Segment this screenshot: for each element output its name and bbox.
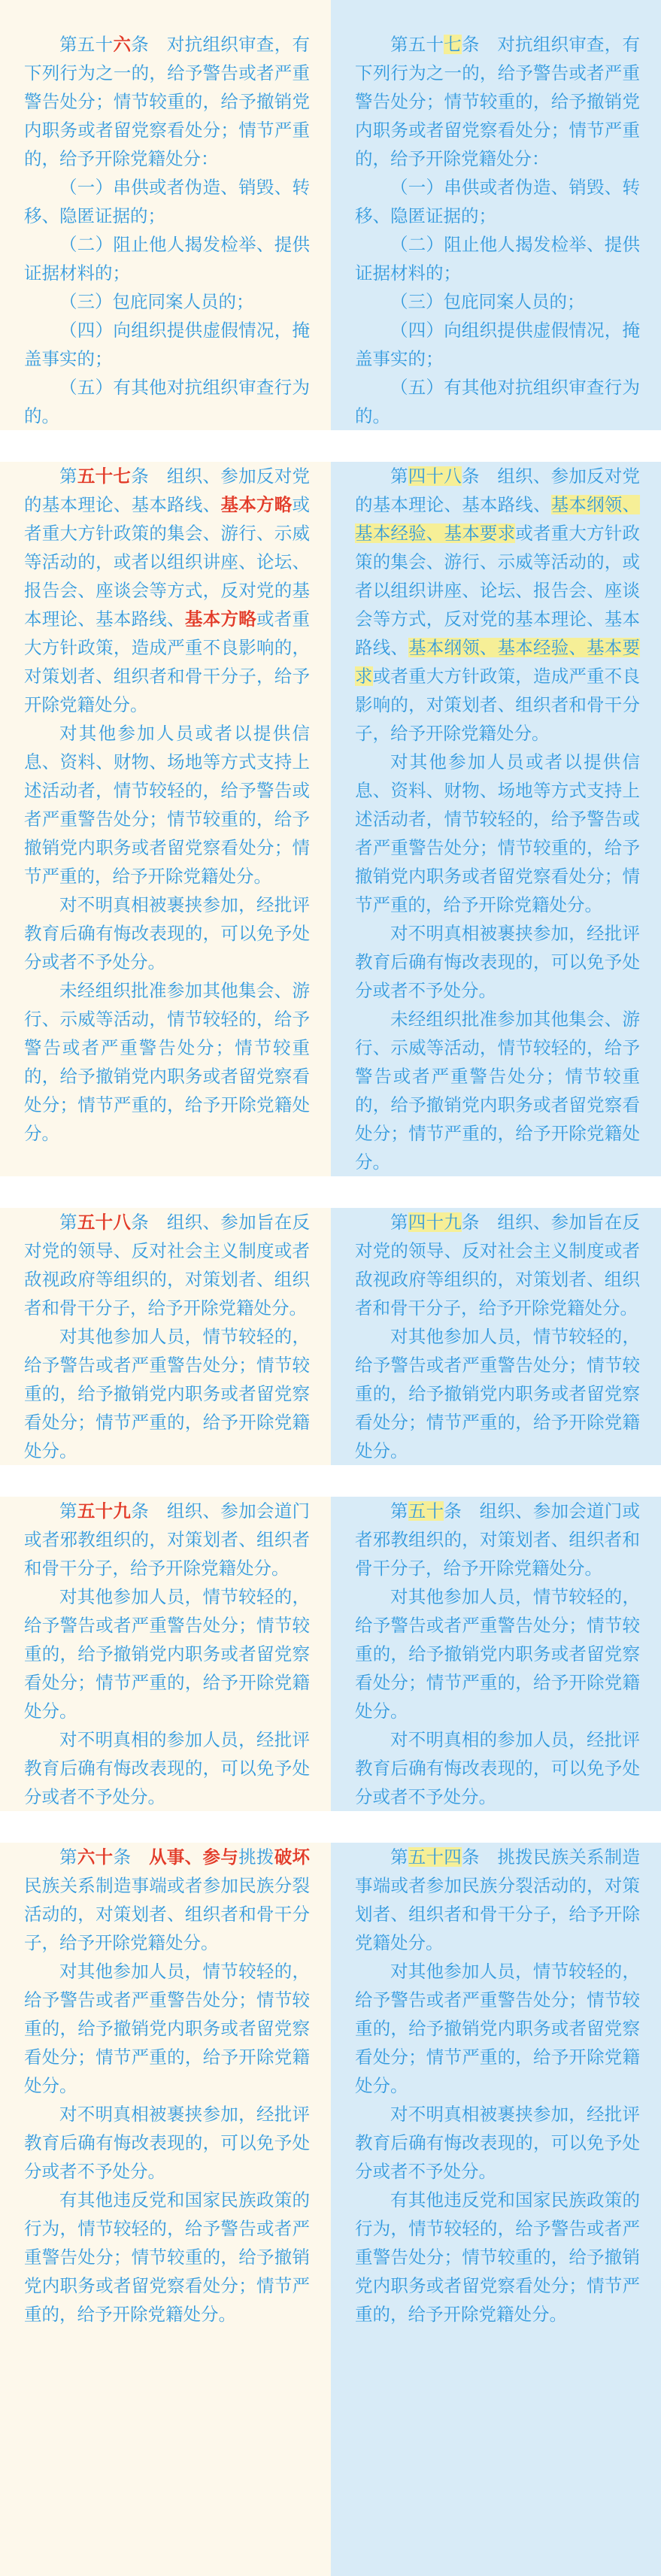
text-run: 对其他参加人员，情节较轻的，给予警告或者严重警告处分；情节较重的，给予撤销党内职务或者留党察看处分；情节严重的，给予开除党籍处分。 [24, 1327, 310, 1461]
text-run: 对不明真相被裹挟参加，经批评教育后确有悔改表现的，可以免予处分或者不予处分。 [24, 895, 310, 972]
text-run: 对其他参加人员，情节较轻的，给予警告或者严重警告处分；情节较重的，给予撤销党内职务或者留党察看处分；情节严重的，给予开除党籍处分。 [355, 1962, 640, 2095]
text-run: 有其他违反党和国家民族政策的行为，情节较轻的，给予警告或者严重警告处分；情节较重的，给予撤销党内职务或者留党察看处分；情节严重的，给予开除党籍处分。 [355, 2190, 640, 2324]
text-run: 第 [59, 466, 77, 486]
text-run: 挑拨民族关系制造事端或者参加民族分裂活动的，对策划者、组织者和骨干分子，给予开除党籍处分。 [355, 1847, 641, 1952]
revision-added-text: 破坏 [274, 1847, 311, 1867]
text-run: 第 [390, 466, 408, 486]
text-run: 对抗组织审查，有下列行为之一的，给予警告或者严重警告处分；情节较重的，给予撤销党内职务或者留党察看处分；情节严重的，给予开除党籍处分： [355, 35, 641, 168]
right-column-section-4 [331, 1497, 661, 1811]
paragraph [24, 287, 310, 316]
text-run: 第 [390, 1847, 408, 1867]
text-run: 第 [390, 1501, 408, 1521]
paragraph [355, 748, 640, 919]
text-run: 组织、参加会道门或者邪教组织的，对策划者、组织者和骨干分子，给予开除党籍处分。 [355, 1501, 641, 1578]
paragraph [355, 1725, 640, 1811]
paragraph [355, 30, 640, 173]
paragraph [355, 173, 640, 230]
revision-added-text: 六十 [77, 1847, 114, 1867]
revision-added-text: 六 [113, 35, 132, 54]
text-run: 条 [131, 466, 167, 486]
revision-added-text: 基本方略 [220, 495, 293, 514]
left-column-section-3 [0, 1208, 331, 1465]
text-run: 或者重大方针政策的集会、游行、示威等活动的，或者以组织讲座、论坛、报告会、座谈会等方式，反对党的基本理论、基本路线、 [24, 495, 311, 629]
text-run: 未经组织批准参加其他集会、游行、示威等活动，情节较轻的，给予警告或者严重警告处分；情节较重的，给予撤销党内职务或者留党察看处分；情节严重的，给予开除党籍处分。 [355, 1009, 640, 1172]
revision-highlight-text: 五十四 [408, 1847, 462, 1867]
text-run: 挑拨 [238, 1847, 274, 1867]
text-run: 或者重大方针政策，造成严重不良影响的，对策划者、组织者和骨干分子，给予开除党籍处分。 [24, 609, 311, 715]
paragraph [24, 30, 310, 173]
revision-added-text: 五十七 [77, 466, 132, 486]
paragraph [24, 891, 310, 976]
paragraph [24, 1582, 310, 1725]
text-run: 组织、参加旨在反对党的领导、反对社会主义制度或者敌视政府等组织的，对策划者、组织者和骨干分子，给予开除党籍处分。 [24, 1212, 311, 1318]
revision-added-text: 五十九 [77, 1501, 132, 1521]
revision-added-text: 五十八 [77, 1212, 132, 1232]
revision-highlight-text: 五十 [408, 1501, 444, 1521]
text-run: 条 [461, 1847, 498, 1867]
revision-highlight-text: 基本纲领、基本经验、基本要求 [355, 495, 641, 543]
text-run: 条 [461, 35, 498, 54]
text-run: 第 [59, 1501, 77, 1521]
paragraph [355, 1843, 640, 1957]
right-column-section-5 [331, 1843, 661, 2576]
paragraph [24, 1725, 310, 1811]
text-run: 或者重大方针政策的集会、游行、示威等活动的，或者以组织讲座、论坛、报告会、座谈会等方式，反对党的基本理论、基本路线、 [355, 523, 641, 657]
text-run: 对其他参加人员，情节较轻的，给予警告或者严重警告处分；情节较重的，给予撤销党内职务或者留党察看处分；情节严重的，给予开除党籍处分。 [24, 1587, 310, 1721]
text-run: 未经组织批准参加其他集会、游行、示威等活动，情节较轻的，给予警告或者严重警告处分；情节较重的，给予撤销党内职务或者留党察看处分；情节严重的，给予开除党籍处分。 [24, 981, 310, 1143]
paragraph [24, 2100, 310, 2186]
text-run: （二）阻止他人揭发检举、提供证据材料的； [24, 235, 310, 283]
text-run: 对不明真相被裹挟参加，经批评教育后确有悔改表现的，可以免予处分或者不予处分。 [355, 924, 640, 1000]
text-run: 组织、参加会道门或者邪教组织的，对策划者、组织者和骨干分子，给予开除党籍处分。 [24, 1501, 311, 1578]
paragraph [355, 2186, 640, 2329]
text-run: 有其他违反党和国家民族政策的行为，情节较轻的，给予警告或者严重警告处分；情节较重的，给予撤销党内职务或者留党察看处分；情节严重的，给予开除党籍处分。 [24, 2190, 310, 2324]
paragraph [24, 373, 310, 430]
paragraph [24, 1497, 310, 1582]
text-run: （四）向组织提供虚假情况，掩盖事实的； [24, 320, 310, 369]
paragraph [24, 1322, 310, 1465]
revision-added-text: 基本方略 [184, 609, 256, 629]
text-run: （三）包庇同案人员的； [59, 292, 254, 311]
text-run: 第 [59, 1212, 77, 1232]
text-run: 对不明真相的参加人员，经批评教育后确有悔改表现的，可以免予处分或者不予处分。 [355, 1730, 640, 1807]
paragraph [355, 1208, 640, 1322]
paragraph [355, 316, 640, 373]
text-run: 第五十 [390, 35, 444, 54]
text-run: （一）串供或者伪造、销毁、转移、隐匿证据的； [24, 177, 310, 226]
text-run: 组织、参加反对党的基本理论、基本路线、 [355, 466, 641, 514]
revision-highlight-text: 四十九 [408, 1212, 462, 1232]
paragraph [355, 1582, 640, 1725]
paragraph [24, 976, 310, 1148]
text-run: 条 [113, 1847, 150, 1867]
text-run: 条 [461, 466, 498, 486]
right-column-section-1 [331, 0, 661, 430]
text-run: （一）串供或者伪造、销毁、转移、隐匿证据的； [355, 177, 640, 226]
revision-highlight-text: 四十八 [408, 466, 462, 486]
text-run: 条 [461, 1212, 498, 1232]
paragraph [24, 173, 310, 230]
text-run: 条 [131, 35, 167, 54]
paragraph [24, 1957, 310, 2100]
text-run: 民族关系制造事端或者参加民族分裂活动的，对策划者、组织者和骨干分子，给予开除党籍处分。 [24, 1876, 310, 1952]
paragraph [355, 462, 640, 748]
paragraph [355, 1322, 640, 1465]
paragraph [355, 287, 640, 316]
left-column-section-5 [0, 1843, 331, 2576]
text-run: 对其他参加人员或者以提供信息、资料、财物、场地等方式支持上述活动者，情节较轻的，给予警告或者严重警告处分；情节较重的，给予撤销党内职务或者留党察看处分；情节严重的，给予开除党籍处分。 [24, 724, 310, 886]
text-run: 条 [131, 1501, 167, 1521]
paragraph [24, 316, 310, 373]
text-run: 对其他参加人员或者以提供信息、资料、财物、场地等方式支持上述活动者，情节较轻的，给予警告或者严重警告处分；情节较重的，给予撤销党内职务或者留党察看处分；情节严重的，给予开除党籍处分。 [355, 752, 640, 915]
text-run: 对其他参加人员，情节较轻的，给予警告或者严重警告处分；情节较重的，给予撤销党内职务或者留党察看处分；情节严重的，给予开除党籍处分。 [355, 1327, 640, 1461]
text-run: 第 [390, 1212, 408, 1232]
text-run: 第五十 [59, 35, 114, 54]
paragraph [355, 373, 640, 430]
text-run: （二）阻止他人揭发检举、提供证据材料的； [355, 235, 640, 283]
paragraph [355, 919, 640, 1005]
paragraph [355, 2100, 640, 2186]
paragraph [24, 462, 310, 719]
paragraph [355, 1497, 640, 1582]
paragraph [24, 719, 310, 891]
text-run: 对不明真相的参加人员，经批评教育后确有悔改表现的，可以免予处分或者不予处分。 [24, 1730, 310, 1807]
revision-highlight-text: 七 [444, 35, 462, 54]
text-run: （五）有其他对抗组织审查行为的。 [355, 378, 640, 426]
right-column-section-3 [331, 1208, 661, 1465]
text-run: 对抗组织审查，有下列行为之一的，给予警告或者严重警告处分；情节较重的，给予撤销党内职务或者留党察看处分；情节严重的，给予开除党籍处分： [24, 35, 311, 168]
text-run: 组织、参加反对党的基本理论、基本路线、 [24, 466, 311, 514]
left-column-section-2 [0, 462, 331, 1176]
revision-added-text: 从事、参与 [149, 1847, 239, 1867]
paragraph [24, 1843, 310, 1957]
right-column-section-2 [331, 462, 661, 1176]
text-run: （四）向组织提供虚假情况，掩盖事实的； [355, 320, 640, 369]
paragraph [24, 230, 310, 287]
text-run: 条 [444, 1501, 480, 1521]
paragraph [24, 1208, 310, 1322]
text-run: （三）包庇同案人员的； [390, 292, 585, 311]
text-run: 对不明真相被裹挟参加，经批评教育后确有悔改表现的，可以免予处分或者不予处分。 [24, 2104, 310, 2181]
text-run: 对其他参加人员，情节较轻的，给予警告或者严重警告处分；情节较重的，给予撤销党内职务或者留党察看处分；情节严重的，给予开除党籍处分。 [355, 1587, 640, 1721]
paragraph [355, 230, 640, 287]
text-run: 条 [131, 1212, 167, 1232]
paragraph [355, 1005, 640, 1176]
text-run: 组织、参加旨在反对党的领导、反对社会主义制度或者敌视政府等组织的，对策划者、组织者和骨干分子，给予开除党籍处分。 [355, 1212, 641, 1318]
left-column-section-4 [0, 1497, 331, 1811]
text-run: 第 [59, 1847, 77, 1867]
text-run: 对其他参加人员，情节较轻的，给予警告或者严重警告处分；情节较重的，给予撤销党内职务或者留党察看处分；情节严重的，给予开除党籍处分。 [24, 1962, 310, 2095]
paragraph [24, 2186, 310, 2329]
text-run: （五）有其他对抗组织审查行为的。 [24, 378, 310, 426]
paragraph [355, 1957, 640, 2100]
text-run: 对不明真相被裹挟参加，经批评教育后确有悔改表现的，可以免予处分或者不予处分。 [355, 2104, 640, 2181]
left-column-section-1 [0, 0, 331, 430]
text-run: 或者重大方针政策，造成严重不良影响的，对策划者、组织者和骨干分子，给予开除党籍处分。 [355, 666, 641, 743]
revision-highlight-text: 基本纲领、基本经验、基本要求 [355, 638, 641, 686]
